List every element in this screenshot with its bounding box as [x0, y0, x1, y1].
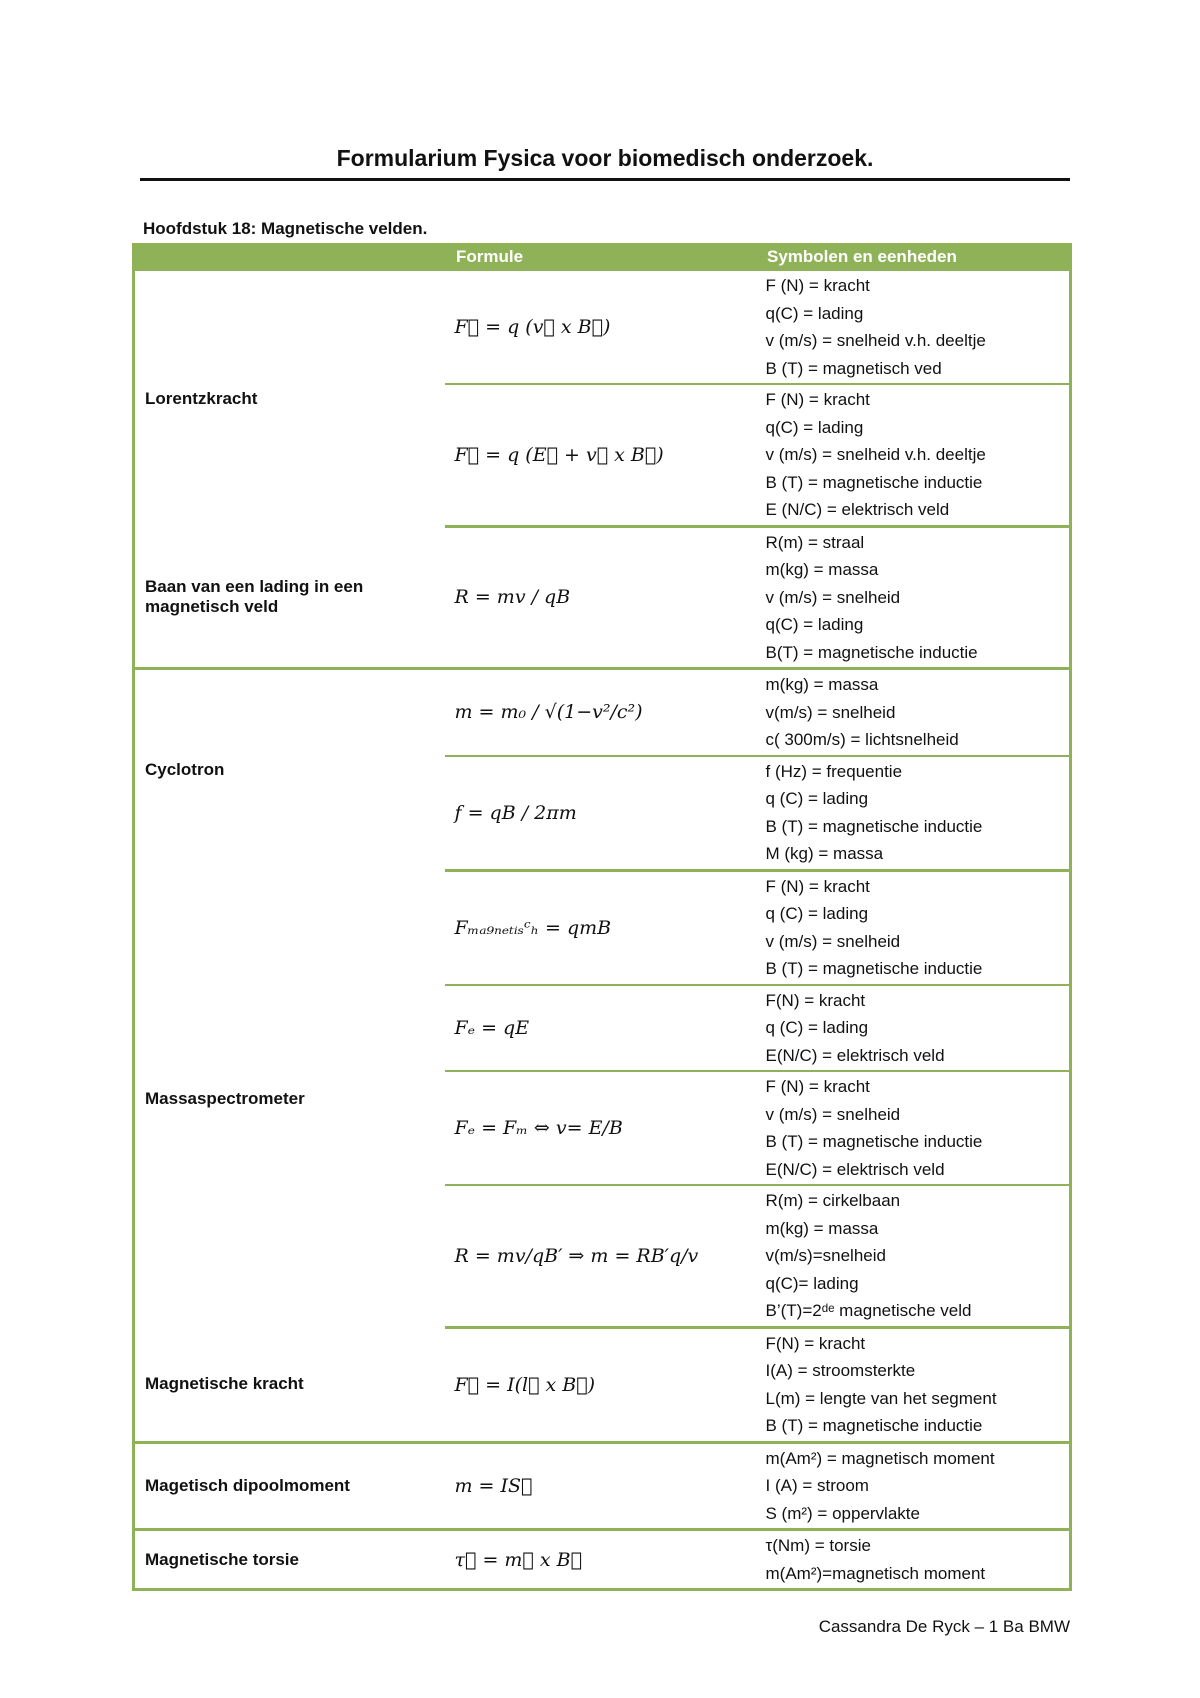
symbol-line: c( 300m/s) = lichtsnelheid	[765, 730, 959, 749]
formula-cell: Fₑ = qE	[445, 985, 756, 1072]
symbols-cell	[756, 526, 1071, 669]
symbol-line: F (N) = kracht	[765, 390, 870, 409]
symbol-line: B (T) = magnetisch ved	[765, 358, 942, 378]
title-divider	[140, 178, 1070, 181]
symbol-line: B (T) = magnetische inductie	[765, 816, 983, 836]
formula-cell: F⃗ = I(l⃗ x B⃗)	[445, 1327, 756, 1442]
symbols-cell	[756, 1071, 1071, 1185]
symbol-line: q (C) = lading	[765, 1018, 869, 1037]
symbols-cell	[756, 1530, 1071, 1590]
symbol-line: m(Am²)=magnetisch moment	[765, 1563, 986, 1583]
formula-cell: τ⃗ = m⃗ x B⃗	[445, 1530, 756, 1590]
topic-name: Magetisch dipoolmoment	[134, 1442, 445, 1530]
symbol-line: I(A) = stroomsterkte	[765, 1361, 916, 1380]
symbols-cell	[756, 1442, 1071, 1530]
formula-cell: F⃗ = q (v⃗ x B⃗)	[445, 271, 756, 384]
table-row	[134, 526, 1071, 669]
symbol-line: B (T) = magnetische inductie	[765, 1132, 983, 1151]
table-row	[134, 669, 1071, 756]
formula-cell: F⃗ = q (E⃗ + v⃗ x B⃗)	[445, 384, 756, 526]
symbol-line: B (T) = magnetische inductie	[765, 472, 983, 492]
symbol-line: m(kg) = massa	[765, 1218, 879, 1238]
formula-cell: Fₑ = Fₘ ⇔ v= E/B	[445, 1071, 756, 1185]
symbol-line: L(m) = lengte van het segment	[765, 1388, 997, 1408]
symbol-line: B (T) = magnetische inductie	[765, 959, 983, 978]
table-row	[134, 870, 1071, 985]
symbols-cell	[756, 271, 1071, 384]
formula-table	[132, 243, 1072, 1591]
page-footer: Cassandra De Ryck – 1 Ba BMW	[818, 1617, 1070, 1636]
symbol-line: F(N) = kracht	[765, 1333, 866, 1353]
symbol-line: F (N) = kracht	[765, 876, 870, 896]
topic-name: Cyclotron	[134, 669, 445, 871]
symbol-line: q(C)= lading	[765, 1273, 859, 1293]
symbol-line: F (N) = kracht	[765, 276, 870, 295]
symbol-line: v (m/s) = snelheid	[765, 1104, 901, 1124]
symbols-cell	[756, 669, 1071, 756]
symbol-line: B (T) = magnetische inductie	[765, 1416, 983, 1435]
symbols-cell	[756, 985, 1071, 1072]
chapter-heading: Hoofdstuk 18: Magnetische velden.	[143, 219, 428, 238]
symbol-line: v (m/s) = snelheid	[765, 587, 901, 607]
symbols-cell	[756, 384, 1071, 526]
symbol-line: v(m/s) = snelheid	[765, 702, 896, 722]
symbol-line: v (m/s) = snelheid v.h. deeltje	[765, 445, 986, 464]
symbol-line: m(kg) = massa	[765, 675, 879, 694]
symbol-line: τ(Nm) = torsie	[765, 1536, 871, 1555]
formula-cell: Fₘₐ₉ₙₑₜᵢₛᶜₕ = qmB	[445, 870, 756, 985]
symbol-line: R(m) = straal	[765, 532, 865, 552]
formula-cell: R = mv/qB′ ⇒ m = RB′q/v	[445, 1185, 756, 1327]
symbol-line: S (m²) = oppervlakte	[765, 1503, 920, 1523]
symbol-line: B’(T)=2ᵈᵉ magnetische veld	[765, 1301, 972, 1320]
symbols-cell	[756, 1185, 1071, 1327]
header-name-column	[134, 243, 445, 271]
formula-cell: R = mv / qB	[445, 526, 756, 669]
symbols-cell	[756, 756, 1071, 871]
document-title: Formularium Fysica voor biomedisch onderzoek.	[336, 145, 874, 171]
topic-name: Magnetische torsie	[134, 1530, 445, 1590]
symbol-line: R(m) = cirkelbaan	[765, 1191, 901, 1210]
header-symbols-column: Symbolen en eenheden	[756, 243, 1071, 271]
symbol-line: E(N/C) = elektrisch veld	[765, 1045, 945, 1065]
symbol-line: m(kg) = massa	[765, 560, 879, 579]
header-formula-column: Formule	[445, 243, 756, 271]
table-header-row	[134, 243, 1071, 271]
symbol-line: M (kg) = massa	[765, 844, 884, 863]
symbol-line: F(N) = kracht	[765, 990, 866, 1010]
symbol-line: v(m/s)=snelheid	[765, 1246, 886, 1265]
symbol-line: q (C) = lading	[765, 904, 869, 923]
symbol-line: q(C) = lading	[765, 615, 864, 634]
formula-cell: m = IS⃗	[445, 1442, 756, 1530]
table-row	[134, 1442, 1071, 1530]
symbol-line: v (m/s) = snelheid v.h. deeltje	[765, 331, 986, 350]
symbol-line: E(N/C) = elektrisch veld	[765, 1159, 945, 1179]
symbol-line: I (A) = stroom	[765, 1476, 869, 1495]
symbol-line: f (Hz) = frequentie	[765, 761, 903, 781]
symbol-line: q (C) = lading	[765, 789, 869, 808]
table-row	[134, 1327, 1071, 1442]
topic-name: Magnetische kracht	[134, 1327, 445, 1442]
symbol-line: B(T) = magnetische inductie	[765, 642, 978, 662]
symbol-line: v (m/s) = snelheid	[765, 931, 901, 951]
table-row	[134, 271, 1071, 384]
symbol-line: F (N) = kracht	[765, 1077, 870, 1096]
symbol-line: q(C) = lading	[765, 303, 864, 323]
formula-cell: m = m₀ / √(1−v²/c²)	[445, 669, 756, 756]
symbol-line: E (N/C) = elektrisch veld	[765, 500, 950, 519]
topic-name: Baan van een lading in een magnetisch veld	[134, 526, 445, 669]
symbols-cell	[756, 1327, 1071, 1442]
topic-name: Massaspectrometer	[134, 870, 445, 1327]
formula-cell: f = qB / 2πm	[445, 756, 756, 871]
topic-name: Lorentzkracht	[134, 271, 445, 526]
symbol-line: q(C) = lading	[765, 417, 864, 437]
table-row	[134, 1530, 1071, 1590]
symbol-line: m(Am²) = magnetisch moment	[765, 1448, 995, 1468]
symbols-cell	[756, 870, 1071, 985]
